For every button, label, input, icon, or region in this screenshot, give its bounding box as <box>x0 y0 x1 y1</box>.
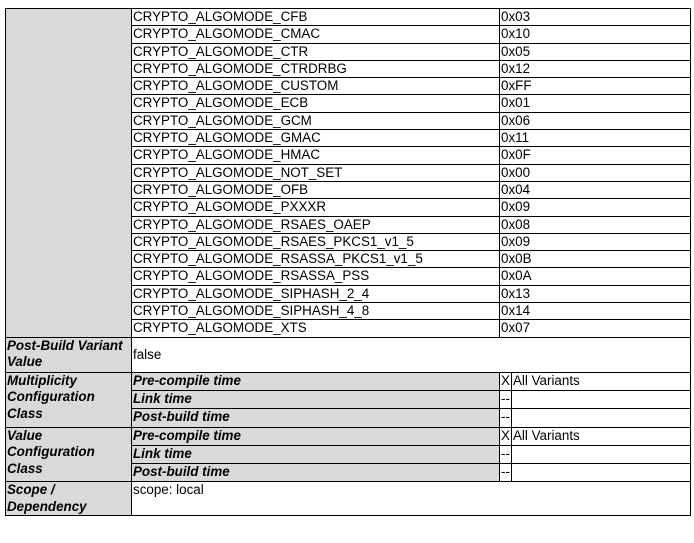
multiplicity-row <box>6 372 691 390</box>
multiplicity-phase: Link time <box>132 390 500 408</box>
enum-name: CRYPTO_ALGOMODE_OFB <box>132 181 500 198</box>
enum-value: 0xFF <box>500 78 691 95</box>
enum-row <box>6 9 691 26</box>
enum-name: CRYPTO_ALGOMODE_RSASSA_PKCS1_v1_5 <box>132 251 500 268</box>
enum-value: 0x06 <box>500 112 691 129</box>
multiplicity-mark: -- <box>500 409 512 427</box>
enum-name: CRYPTO_ALGOMODE_RSAES_OAEP <box>132 216 500 233</box>
value-config-scope <box>512 445 691 463</box>
enum-value: 0x04 <box>500 181 691 198</box>
post-build-variant-label: Post-Build Variant Value <box>6 337 132 372</box>
enum-value: 0x09 <box>500 233 691 250</box>
parameter-table <box>5 8 691 516</box>
scope-dependency-label: Scope / Dependency <box>6 482 132 516</box>
enum-name: CRYPTO_ALGOMODE_GCM <box>132 112 500 129</box>
enum-value: 0x09 <box>500 199 691 216</box>
enum-name: CRYPTO_ALGOMODE_CTR <box>132 43 500 60</box>
enum-name: CRYPTO_ALGOMODE_PXXXR <box>132 199 500 216</box>
enum-name: CRYPTO_ALGOMODE_GMAC <box>132 130 500 147</box>
enum-name: CRYPTO_ALGOMODE_RSASSA_PSS <box>132 268 500 285</box>
enum-value: 0x03 <box>500 9 691 26</box>
label-spacer-cell <box>6 9 132 338</box>
value-config-mark: -- <box>500 464 512 482</box>
multiplicity-mark: X <box>500 372 512 390</box>
enum-name: CRYPTO_ALGOMODE_SIPHASH_4_8 <box>132 303 500 320</box>
parameter-table-body <box>6 9 691 516</box>
enum-value: 0x07 <box>500 320 691 337</box>
scope-dependency-value: scope: local <box>132 482 691 516</box>
enum-value: 0x05 <box>500 43 691 60</box>
enum-name: CRYPTO_ALGOMODE_CTRDRBG <box>132 60 500 77</box>
enum-name: CRYPTO_ALGOMODE_ECB <box>132 95 500 112</box>
multiplicity-scope <box>512 390 691 408</box>
enum-value: 0x12 <box>500 60 691 77</box>
enum-value: 0x14 <box>500 303 691 320</box>
enum-name: CRYPTO_ALGOMODE_CUSTOM <box>132 78 500 95</box>
enum-name: CRYPTO_ALGOMODE_SIPHASH_2_4 <box>132 285 500 302</box>
enum-name: CRYPTO_ALGOMODE_CMAC <box>132 26 500 43</box>
multiplicity-phase: Pre-compile time <box>132 372 500 390</box>
enum-name: CRYPTO_ALGOMODE_RSAES_PKCS1_v1_5 <box>132 233 500 250</box>
multiplicity-phase: Post-build time <box>132 409 500 427</box>
post-build-variant-row <box>6 337 691 372</box>
enum-value: 0x11 <box>500 130 691 147</box>
value-config-scope: All Variants <box>512 427 691 445</box>
value-config-scope <box>512 464 691 482</box>
enum-value: 0x0A <box>500 268 691 285</box>
value-config-phase: Pre-compile time <box>132 427 500 445</box>
multiplicity-scope <box>512 409 691 427</box>
enum-name: CRYPTO_ALGOMODE_CFB <box>132 9 500 26</box>
multiplicity-mark: -- <box>500 390 512 408</box>
value-config-phase: Post-build time <box>132 464 500 482</box>
multiplicity-label: Multiplicity Configuration Class <box>6 372 132 427</box>
enum-value: 0x0B <box>500 251 691 268</box>
enum-value: 0x01 <box>500 95 691 112</box>
enum-value: 0x08 <box>500 216 691 233</box>
post-build-variant-value: false <box>132 337 691 372</box>
value-config-label: Value Configuration Class <box>6 427 132 482</box>
scope-dependency-row <box>6 482 691 516</box>
enum-name: CRYPTO_ALGOMODE_XTS <box>132 320 500 337</box>
value-config-row <box>6 427 691 445</box>
enum-name: CRYPTO_ALGOMODE_NOT_SET <box>132 164 500 181</box>
value-config-phase: Link time <box>132 445 500 463</box>
multiplicity-scope: All Variants <box>512 372 691 390</box>
enum-value: 0x13 <box>500 285 691 302</box>
value-config-mark: X <box>500 427 512 445</box>
enum-name: CRYPTO_ALGOMODE_HMAC <box>132 147 500 164</box>
value-config-mark: -- <box>500 445 512 463</box>
enum-value: 0x10 <box>500 26 691 43</box>
enum-value: 0x00 <box>500 164 691 181</box>
enum-value: 0x0F <box>500 147 691 164</box>
